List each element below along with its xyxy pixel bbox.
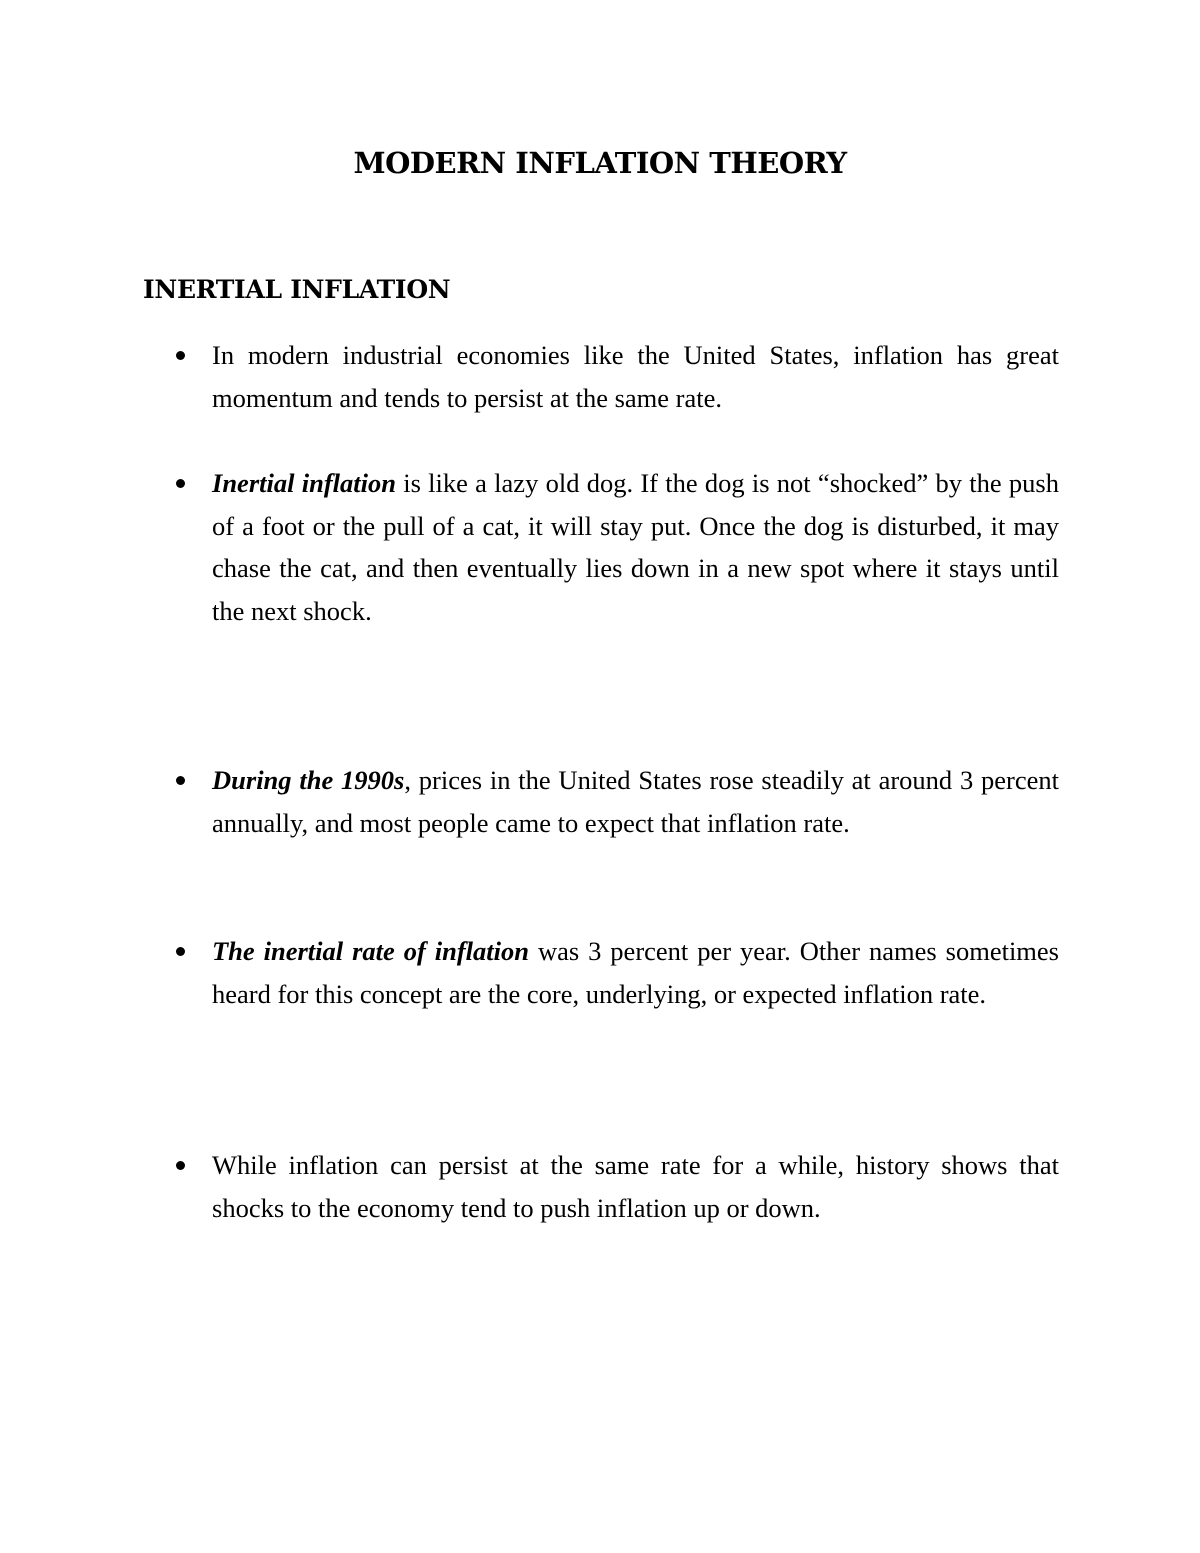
bullet-item bbox=[143, 930, 1059, 1015]
bullet-text bbox=[212, 462, 1059, 632]
bullet-text bbox=[212, 334, 1059, 419]
bullet-body: is like a lazy old dog. If the dog is not “shocked” by the push of a foot or the pull of a cat, it will stay put. Once the dog is disturbed, it may chase the cat, and then eventually lies down in a new spot where it stays until the next shock. bbox=[212, 468, 1059, 626]
bullet-item bbox=[143, 1144, 1059, 1229]
bullet-text bbox=[212, 1144, 1059, 1229]
bullet-body: , prices in the United States rose steadily at around 3 percent annually, and most people came to expect that inflation rate. bbox=[212, 765, 1059, 838]
bullet-point-icon bbox=[176, 351, 185, 360]
bullet-text bbox=[212, 759, 1059, 844]
bullet-emphasis: During the 1990s bbox=[212, 765, 405, 795]
bullet-text bbox=[212, 930, 1059, 1015]
document-title: MODERN INFLATION THEORY bbox=[353, 146, 847, 180]
bullet-body: In modern industrial economies like the United States, inflation has great momentum and tends to persist at the same rate. bbox=[212, 340, 1059, 413]
bullet-emphasis: Inertial inflation bbox=[212, 468, 396, 498]
bullet-point-icon bbox=[176, 776, 185, 785]
bullet-body: was 3 percent per year. Other names sometimes heard for this concept are the core, underlying, or expected inflation rate. bbox=[212, 936, 1059, 1009]
bullet-item bbox=[143, 759, 1059, 844]
bullet-item bbox=[143, 462, 1059, 632]
bullet-point-icon bbox=[176, 1161, 185, 1170]
bullet-body: While inflation can persist at the same rate for a while, history shows that shocks to the economy tend to push inflation up or down. bbox=[212, 1150, 1059, 1223]
bullet-point-icon bbox=[176, 479, 185, 488]
bullet-emphasis: The inertial rate of inflation bbox=[212, 936, 529, 966]
section-heading: INERTIAL INFLATION bbox=[143, 275, 451, 304]
bullet-point-icon bbox=[176, 947, 185, 956]
bullet-item bbox=[143, 334, 1059, 419]
